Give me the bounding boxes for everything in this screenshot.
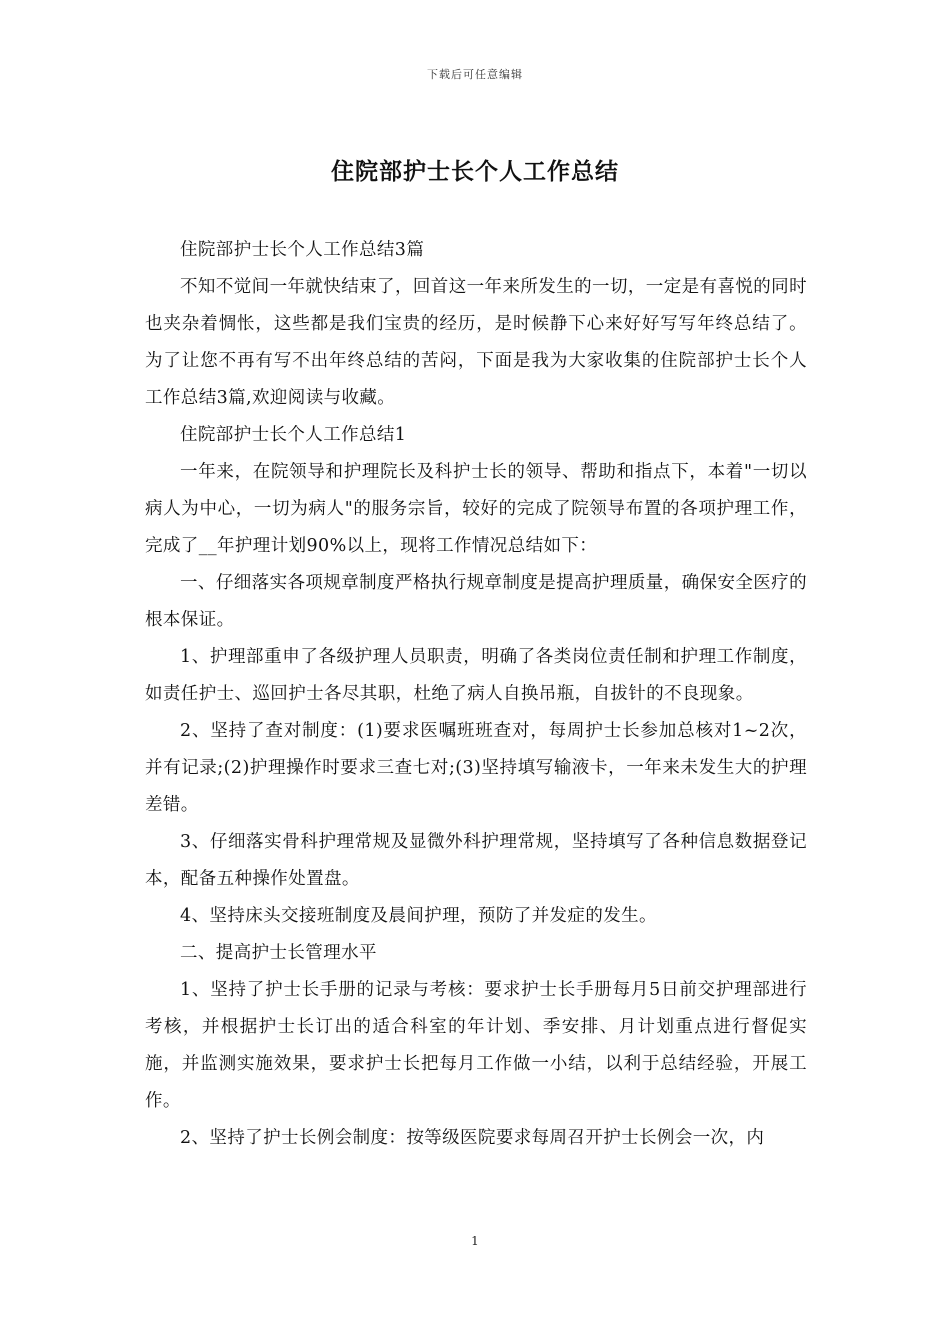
paragraph-item: 2、坚持了护士长例会制度：按等级医院要求每周召开护士长例会一次，内 <box>180 1128 765 1148</box>
paragraph-item: 1、护理部重申了各级护理人员职责，明确了各类岗位责任制和护理工作制度，如责任护士、巡回护士各尽其职，杜绝了病人自换吊瓶，自拔针的不良现象。 <box>145 647 807 704</box>
paragraph-item: 3、仔细落实骨科护理常规及显微外科护理常规，坚持填写了各种信息数据登记本，配备五种操作处置盘。 <box>145 832 807 889</box>
paragraph-item: 1、坚持了护士长手册的记录与考核：要求护士长手册每月5日前交护理部进行考核，并根据护士长订出的适合科室的年计划、季安排、月计划重点进行督促实施，并监测实施效果，要求护士长把每月工作做一小结，以利于总结经验，开展工作。 <box>145 980 807 1111</box>
paragraph-section-heading: 住院部护士长个人工作总结1 <box>180 425 407 445</box>
document-title: 住院部护士长个人工作总结 <box>331 158 619 185</box>
paragraph-part-one-heading: 一、仔细落实各项规章制度严格执行规章制度是提高护理质量，确保安全医疗的根本保证。 <box>145 573 807 630</box>
page-number: 1 <box>471 1234 479 1248</box>
paragraph-item: 2、坚持了查对制度：(1)要求医嘱班班查对，每周护士长参加总核对1~2次，并有记录;(2)护理操作时要求三查七对;(3)坚持填写输液卡，一年来未发生大的护理差错。 <box>145 721 807 815</box>
page-header-note: 下载后可任意编辑 <box>427 68 523 81</box>
paragraph-overview: 一年来，在院领导和护理院长及科护士长的领导、帮助和指点下，本着"一切以病人为中心，一切为病人"的服务宗旨，较好的完成了院领导布置的各项护理工作，完成了__年护理计划90%以上，现将工作情况总结如下： <box>145 462 807 556</box>
paragraph-part-two-heading: 二、提高护士长管理水平 <box>180 943 377 963</box>
paragraph-item: 4、坚持床头交接班制度及晨间护理，预防了并发症的发生。 <box>180 906 657 926</box>
paragraph-subtitle: 住院部护士长个人工作总结3篇 <box>180 240 425 260</box>
document-body <box>145 232 807 1157</box>
paragraph-intro: 不知不觉间一年就快结束了，回首这一年来所发生的一切，一定是有喜悦的同时也夹杂着惆怅，这些都是我们宝贵的经历，是时候静下心来好好写写年终总结了。为了让您不再有写不出年终总结的苦闷，下面是我为大家收集的住院部护士长个人工作总结3篇,欢迎阅读与收藏。 <box>145 277 807 408</box>
